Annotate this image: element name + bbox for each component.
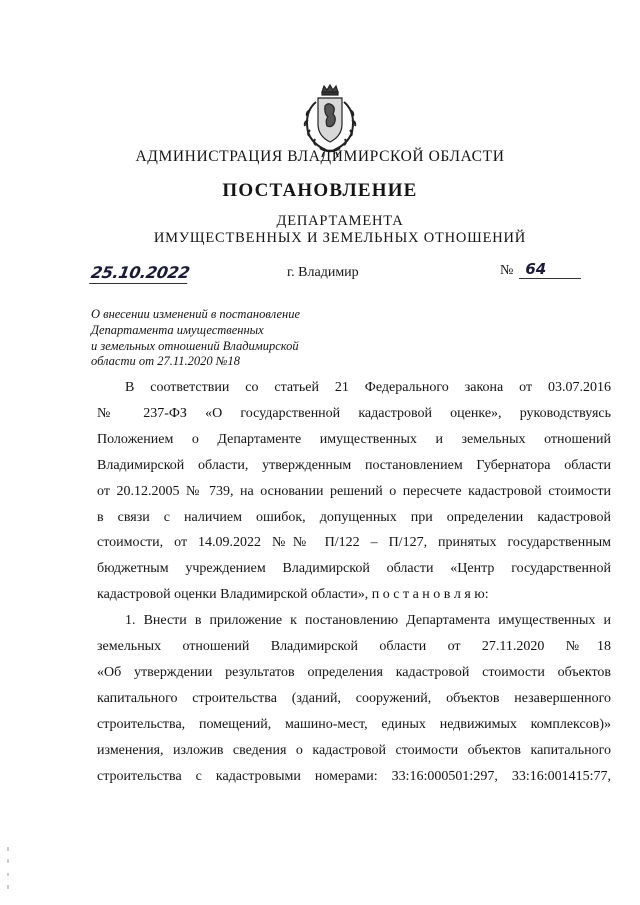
subject-line: О внесении изменений в постановление (91, 307, 301, 321)
document-type-title: ПОСТАНОВЛЕНИЕ (222, 180, 418, 201)
scan-margin-marks (6, 845, 10, 895)
body-line: кадастровой оценки Владимирской области», п о с т а н о в л я ю: (97, 587, 489, 603)
body-text (97, 375, 611, 790)
subject-line: Департамента имущественных (91, 322, 264, 337)
subject-line: и земельных отношений Владимирской (91, 338, 299, 353)
subject-block (91, 307, 331, 370)
body-line: «Об утверждении результатов определения кадастровой стоимости объектов (97, 664, 611, 680)
body-line: в связи с наличием ошибок, допущенных при определении кадастровой (97, 509, 611, 525)
body-line: строительства, помещений, машино-мест, единых недвижимых комплексов)» (97, 716, 611, 732)
document-number (500, 260, 581, 279)
body-line: № 237-ФЗ «О государственной кадастровой оценке», руководствуясь (97, 405, 611, 421)
body-line: Положением о Департаменте имущественных и земельных отношений (97, 431, 611, 447)
organization-title: АДМИНИСТРАЦИЯ ВЛАДИМИРСКОЙ ОБЛАСТИ (135, 148, 505, 165)
department-line-2: ИМУЩЕСТВЕННЫХ И ЗЕМЕЛЬНЫХ ОТНОШЕНИЙ (153, 230, 527, 246)
department-line-1: ДЕПАРТАМЕНТА (276, 213, 404, 229)
body-line: Владимирской области, утвержденным постановлением Губернатора области (97, 457, 611, 473)
coat-of-arms-icon (298, 84, 362, 158)
city-label: г. Владимир (287, 265, 359, 280)
body-line: стоимости, от 14.09.2022 №№ П/122 – П/127, принятых государственным (97, 535, 611, 551)
department-title (0, 213, 640, 247)
body-line: бюджетным учреждением Владимирской области «Центр государственной (97, 561, 611, 577)
body-line: капитального строительства (зданий, сооружений, объектов незавершенного (97, 690, 611, 706)
number-sign: № (500, 263, 514, 278)
handwritten-number: 64 (519, 260, 581, 279)
body-line: строительства с кадастровыми номерами: 33:16:000501:297, 33:16:001415:77, (97, 768, 611, 784)
body-line: от 20.12.2005 № 739, на основании решений о пересчете кадастровой стоимости (97, 483, 611, 499)
subject-line: области от 27.11.2020 №18 (91, 354, 240, 369)
body-line: изменения, изложив сведения о кадастровой стоимости объектов капитального (97, 742, 611, 758)
body-line: В соответствии со статьей 21 Федерального закона от 03.07.2016 (125, 380, 611, 395)
body-line: 1. Внести в приложение к постановлению Департамента имущественных и (125, 613, 611, 629)
handwritten-date: 25.10.2022 (89, 263, 192, 282)
body-line: земельных отношений Владимирской области от 27.11.2020 №18 (97, 639, 611, 655)
